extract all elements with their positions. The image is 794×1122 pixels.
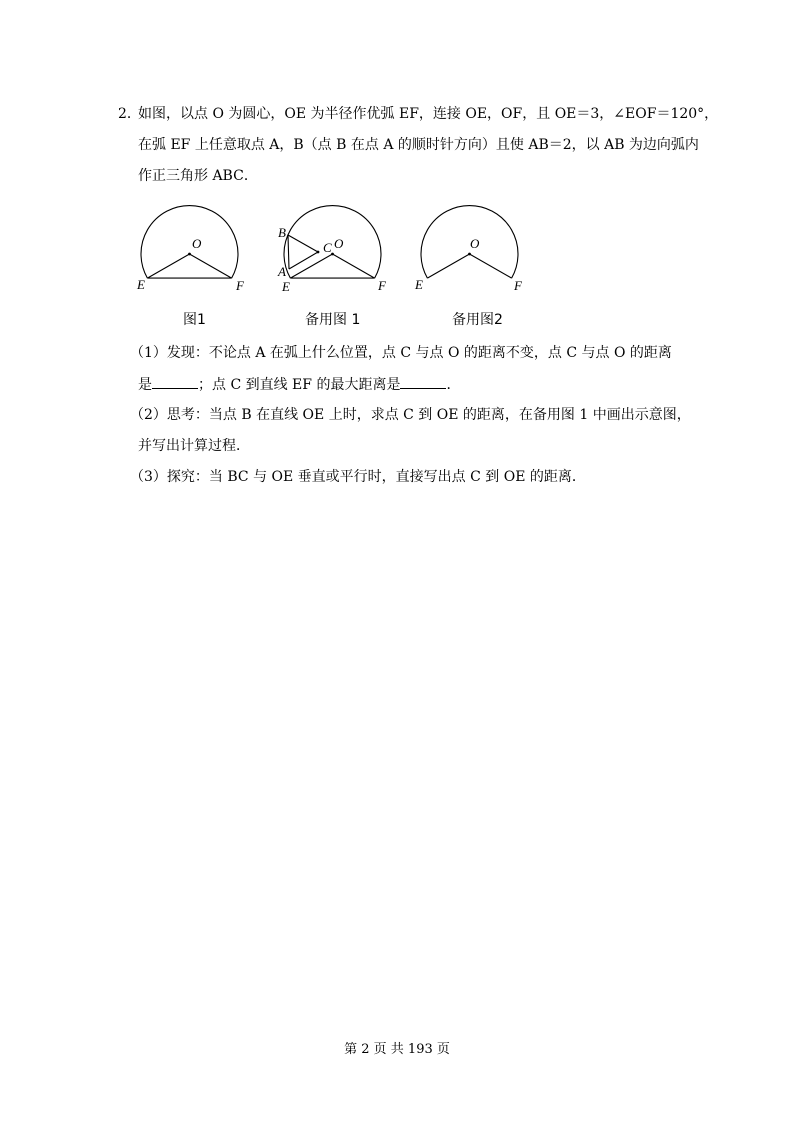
question-1-line-2	[138, 374, 698, 395]
problem-number: 2．	[118, 106, 141, 122]
figure-2-segment-AC	[289, 252, 318, 269]
figure-1-segment-OF	[190, 254, 232, 278]
answer-blank-2[interactable]	[400, 374, 446, 389]
figure-1-segment-OE	[147, 254, 189, 278]
figure-2-label-C: C	[323, 240, 332, 255]
question-2-line-1: （2）思考：当点 B 在直线 OE 上时，求点 C 到 OE 的距离，在备用图 1 中画出示意图，	[130, 407, 691, 423]
question-1-line-1: （1）发现：不论点 A 在弧上什么位置，点 C 与点 O 的距离不变，点 C 与点 O 的距离	[130, 345, 672, 361]
figure-2-label-F: F	[378, 278, 386, 293]
figure-2-label-O: O	[334, 236, 344, 251]
question-1-text-b: ；点 C 到直线 EF 的最大距离是	[198, 377, 401, 393]
problem-line-2: 在弧 EF 上任意取点 A，B（点 B 在点 A 的顺时针方向）且使 AB＝2，以 AB 为边向弧内	[138, 137, 699, 153]
figure-1-diagram	[130, 195, 260, 300]
figure-2-caption: 备用图 1	[305, 312, 361, 328]
figure-3-caption: 备用图2	[452, 312, 503, 328]
figure-3-point-O	[468, 253, 471, 256]
figure-2-segment-OF	[333, 254, 375, 278]
figure-2-segment-BC	[288, 235, 318, 252]
figure-3-label-O: O	[470, 236, 480, 251]
figure-3-label-E: E	[415, 277, 423, 292]
figure-2-major-arc	[284, 206, 381, 279]
figure-1-label-F: F	[236, 278, 244, 293]
problem-line-1: 如图，以点 O 为圆心，OE 为半径作优弧 EF，连接 OE，OF，且 OE＝3，∠EOF＝120°，	[138, 106, 719, 122]
question-1-text-c: ．	[446, 377, 461, 393]
question-3-line-1: （3）探究：当 BC 与 OE 垂直或平行时，直接写出点 C 到 OE 的距离．	[130, 469, 586, 485]
figure-2-diagram	[273, 195, 403, 300]
figure-1-caption: 图1	[183, 312, 206, 328]
figure-1-major-arc	[141, 206, 238, 279]
figure-3-segment-OF	[470, 254, 512, 278]
figure-2-label-A: A	[278, 264, 286, 279]
problem-line-3: 作正三角形 ABC．	[138, 168, 258, 184]
question-2-line-2: 并写出计算过程．	[138, 438, 250, 454]
figure-2-segment-AB	[288, 235, 289, 269]
figure-1-point-O	[188, 253, 191, 256]
figure-1-label-E: E	[137, 277, 145, 292]
question-1-text-a: 是	[138, 377, 152, 393]
figure-3-label-F: F	[514, 278, 522, 293]
answer-blank-1[interactable]	[152, 374, 198, 389]
figure-2-segment-OE	[290, 254, 332, 278]
figure-2-label-B: B	[278, 225, 286, 240]
figure-2-point-C	[317, 251, 320, 254]
figure-3-diagram	[410, 195, 540, 300]
page-footer: 第 2 页 共 193 页	[344, 1042, 450, 1057]
figure-2-label-E: E	[282, 279, 290, 294]
figure-1-label-O: O	[192, 236, 202, 251]
figure-3-segment-OE	[427, 254, 469, 278]
